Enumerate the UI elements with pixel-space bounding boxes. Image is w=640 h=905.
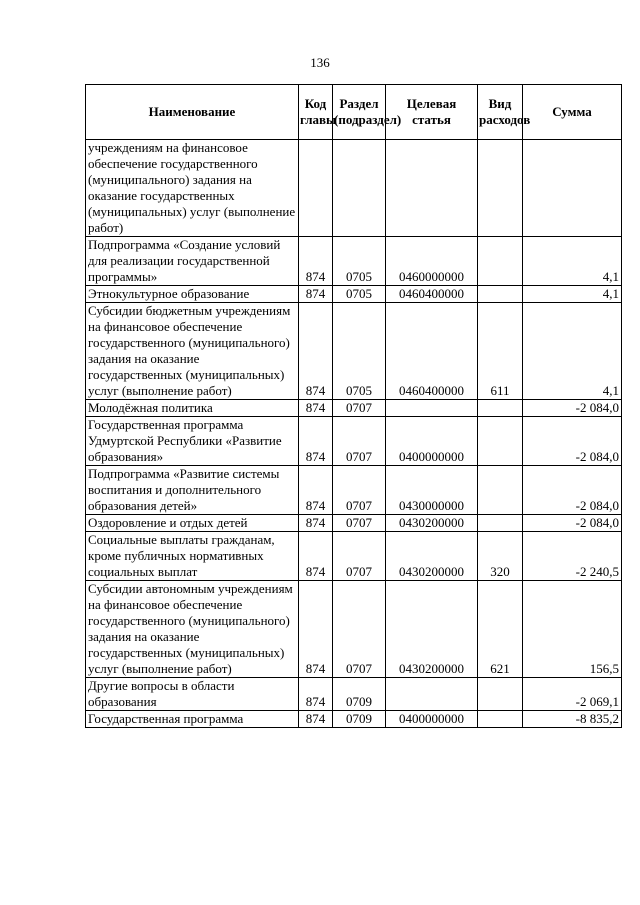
cell-section: 0709: [333, 678, 386, 711]
cell-name: учреждениям на финансовое обеспечение государственного (муниципального) задания на оказание государственных (муниципальных) услуг (выполнение работ): [86, 140, 299, 237]
cell-section: 0707: [333, 466, 386, 515]
cell-expense-type: [478, 678, 523, 711]
cell-target-item: [386, 400, 478, 417]
cell-chapter-code: 874: [299, 678, 333, 711]
cell-target-item: 0430200000: [386, 581, 478, 678]
cell-section: 0707: [333, 581, 386, 678]
cell-chapter-code: [299, 140, 333, 237]
cell-name: Государственная программа Удмуртской Республики «Развитие образования»: [86, 417, 299, 466]
cell-name: Субсидии автономным учреждениям на финансовое обеспечение государственного (муниципального) задания на оказание государственных (муниципальных) услуг (выполнение работ): [86, 581, 299, 678]
header-expense-type: Вид расходов: [478, 85, 523, 140]
cell-amount: -2 084,0: [523, 515, 622, 532]
cell-amount: -2 084,0: [523, 466, 622, 515]
cell-section: 0705: [333, 237, 386, 286]
page-number: 136: [310, 55, 330, 70]
cell-section: 0705: [333, 303, 386, 400]
table-header-row: [86, 85, 622, 140]
cell-section: 0709: [333, 711, 386, 728]
table-row: [86, 466, 622, 515]
cell-target-item: 0400000000: [386, 417, 478, 466]
header-name: Наименование: [86, 85, 299, 140]
cell-amount: -2 240,5: [523, 532, 622, 581]
cell-target-item: 0400000000: [386, 711, 478, 728]
cell-amount: 156,5: [523, 581, 622, 678]
table-row: [86, 286, 622, 303]
table-row: [86, 140, 622, 237]
cell-chapter-code: 874: [299, 581, 333, 678]
cell-chapter-code: 874: [299, 286, 333, 303]
cell-section: 0707: [333, 417, 386, 466]
cell-amount: 4,1: [523, 286, 622, 303]
cell-chapter-code: 874: [299, 417, 333, 466]
cell-expense-type: [478, 515, 523, 532]
cell-amount: -8 835,2: [523, 711, 622, 728]
cell-amount: 4,1: [523, 237, 622, 286]
table-row: [86, 711, 622, 728]
cell-expense-type: [478, 400, 523, 417]
cell-chapter-code: 874: [299, 711, 333, 728]
cell-name: Государственная программа: [86, 711, 299, 728]
cell-section: 0707: [333, 400, 386, 417]
cell-expense-type: [478, 286, 523, 303]
table-row: [86, 237, 622, 286]
table-row: [86, 581, 622, 678]
cell-expense-type: 611: [478, 303, 523, 400]
header-amount: Сумма: [523, 85, 622, 140]
cell-name: Оздоровление и отдых детей: [86, 515, 299, 532]
cell-name: Субсидии бюджетным учреждениям на финансовое обеспечение государственного (муниципального) задания на оказание государственных (муниципальных) услуг (выполнение работ): [86, 303, 299, 400]
cell-target-item: [386, 140, 478, 237]
cell-target-item: 0430000000: [386, 466, 478, 515]
cell-target-item: 0460400000: [386, 286, 478, 303]
table-row: [86, 532, 622, 581]
cell-expense-type: 320: [478, 532, 523, 581]
cell-section: 0707: [333, 532, 386, 581]
cell-section: 0705: [333, 286, 386, 303]
cell-amount: -2 084,0: [523, 400, 622, 417]
cell-amount: -2 084,0: [523, 417, 622, 466]
cell-expense-type: [478, 237, 523, 286]
table-row: [86, 417, 622, 466]
cell-name: Подпрограмма «Создание условий для реализации государственной программы»: [86, 237, 299, 286]
cell-amount: -2 069,1: [523, 678, 622, 711]
header-chapter-code: Код главы: [299, 85, 333, 140]
cell-target-item: 0460000000: [386, 237, 478, 286]
cell-section: 0707: [333, 515, 386, 532]
cell-name: Социальные выплаты гражданам, кроме публичных нормативных социальных выплат: [86, 532, 299, 581]
cell-section: [333, 140, 386, 237]
cell-chapter-code: 874: [299, 532, 333, 581]
cell-expense-type: [478, 417, 523, 466]
cell-amount: 4,1: [523, 303, 622, 400]
cell-target-item: 0430200000: [386, 515, 478, 532]
cell-expense-type: [478, 466, 523, 515]
table-row: [86, 515, 622, 532]
cell-chapter-code: 874: [299, 466, 333, 515]
cell-target-item: 0430200000: [386, 532, 478, 581]
cell-chapter-code: 874: [299, 400, 333, 417]
cell-name: Этнокультурное образование: [86, 286, 299, 303]
cell-name: Другие вопросы в области образования: [86, 678, 299, 711]
cell-chapter-code: 874: [299, 303, 333, 400]
header-target-item: Целевая статья: [386, 85, 478, 140]
cell-name: Молодёжная политика: [86, 400, 299, 417]
cell-target-item: 0460400000: [386, 303, 478, 400]
header-section: Раздел (подраздел): [333, 85, 386, 140]
cell-expense-type: [478, 140, 523, 237]
cell-expense-type: 621: [478, 581, 523, 678]
cell-target-item: [386, 678, 478, 711]
cell-chapter-code: 874: [299, 237, 333, 286]
cell-name: Подпрограмма «Развитие системы воспитания и дополнительного образования детей»: [86, 466, 299, 515]
table-row: [86, 678, 622, 711]
cell-chapter-code: 874: [299, 515, 333, 532]
table-row: [86, 303, 622, 400]
table-row: [86, 400, 622, 417]
cell-expense-type: [478, 711, 523, 728]
budget-table: [85, 84, 622, 728]
cell-amount: [523, 140, 622, 237]
